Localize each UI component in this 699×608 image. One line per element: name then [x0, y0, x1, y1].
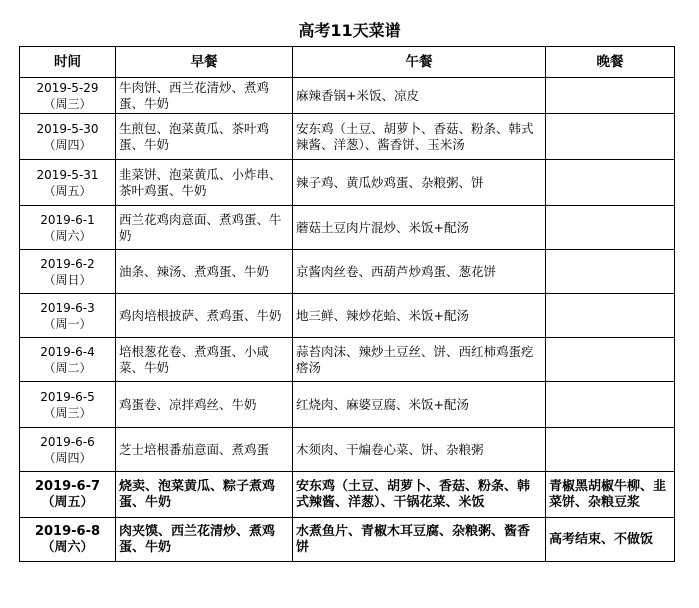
header-dinner: 晚餐	[546, 47, 675, 78]
table-row	[20, 78, 675, 114]
table-row	[20, 250, 675, 294]
lunch-text: 蒜苔肉沫、辣炒土豆丝、饼、西红柿鸡蛋疙瘩汤	[296, 343, 534, 375]
breakfast-text: 油条、辣汤、煮鸡蛋、牛奶	[119, 263, 270, 279]
table-row	[20, 294, 675, 338]
date-text: 2019-5-29	[36, 80, 99, 95]
breakfast-text: 韭菜饼、泡菜黄瓜、小炸串、茶叶鸡蛋、牛奶	[119, 166, 282, 198]
lunch-text: 红烧肉、麻婆豆腐、米饭+配汤	[296, 396, 469, 412]
breakfast-cell	[116, 518, 293, 562]
breakfast-cell	[116, 294, 293, 338]
breakfast-cell	[116, 428, 293, 472]
breakfast-text: 芝士培根番茄意面、煮鸡蛋	[119, 441, 270, 457]
breakfast-text: 肉夹馍、西兰花清炒、煮鸡蛋、牛奶	[119, 523, 276, 555]
date-text: 2019-5-31	[36, 167, 99, 182]
weekday-text: （周六）	[43, 228, 92, 243]
weekday-text: （周四）	[43, 450, 92, 465]
date-cell	[20, 78, 116, 114]
table-row	[20, 338, 675, 382]
breakfast-text: 西兰花鸡肉意面、煮鸡蛋、牛奶	[119, 211, 282, 243]
lunch-text: 京酱肉丝卷、西葫芦炒鸡蛋、葱花饼	[296, 263, 497, 279]
breakfast-text: 烧卖、泡菜黄瓜、粽子煮鸡蛋、牛奶	[119, 478, 276, 510]
dinner-text: 青椒黑胡椒牛柳、韭菜饼、杂粮豆浆	[549, 478, 667, 510]
weekday-text: （周五）	[41, 494, 94, 510]
dinner-cell	[546, 472, 675, 518]
date-cell	[20, 206, 116, 250]
lunch-cell	[293, 428, 546, 472]
date-text: 2019-6-5	[40, 389, 95, 404]
dinner-cell	[546, 78, 675, 114]
date-text: 2019-6-1	[40, 212, 95, 227]
date-text: 2019-5-30	[36, 121, 99, 136]
lunch-text: 安东鸡（土豆、胡萝卜、香菇、粉条、韩式辣酱、洋葱）、干锅花菜、米饭	[296, 478, 531, 510]
lunch-cell	[293, 78, 546, 114]
table-row	[20, 160, 675, 206]
header-breakfast: 早餐	[116, 47, 293, 78]
lunch-cell	[293, 160, 546, 206]
breakfast-text: 鸡肉培根披萨、煮鸡蛋、牛奶	[119, 307, 282, 323]
lunch-text: 麻辣香锅+米饭、凉皮	[296, 87, 419, 103]
date-cell	[20, 472, 116, 518]
date-cell	[20, 160, 116, 206]
breakfast-cell	[116, 472, 293, 518]
weekday-text: （周一）	[43, 316, 92, 331]
lunch-text: 地三鲜、辣炒花蛤、米饭+配汤	[296, 307, 469, 323]
table-row	[20, 206, 675, 250]
table-row	[20, 428, 675, 472]
lunch-cell	[293, 114, 546, 160]
dinner-cell	[546, 206, 675, 250]
dinner-cell	[546, 382, 675, 428]
lunch-cell	[293, 294, 546, 338]
lunch-text: 辣子鸡、黄瓜炒鸡蛋、杂粮粥、饼	[296, 174, 484, 190]
weekday-text: （周二）	[43, 360, 92, 375]
lunch-text: 木须肉、干煸卷心菜、饼、杂粮粥	[296, 441, 484, 457]
breakfast-cell	[116, 382, 293, 428]
breakfast-cell	[116, 338, 293, 382]
date-text: 2019-6-8	[34, 523, 101, 539]
page-title: 高考11天菜谱	[298, 21, 401, 40]
table-row	[20, 382, 675, 428]
breakfast-cell	[116, 250, 293, 294]
header-time: 时间	[20, 47, 116, 78]
date-text: 2019-6-2	[40, 256, 95, 271]
date-cell	[20, 428, 116, 472]
lunch-cell	[293, 338, 546, 382]
weekday-text: （周四）	[43, 137, 92, 152]
dinner-cell	[546, 428, 675, 472]
weekday-text: （周日）	[43, 272, 92, 287]
lunch-cell	[293, 472, 546, 518]
lunch-text: 水煮鱼片、青椒木耳豆腐、杂粮粥、酱香饼	[296, 523, 531, 555]
date-text: 2019-6-4	[40, 344, 95, 359]
lunch-text: 蘑菇土豆肉片混炒、米饭+配汤	[296, 219, 469, 235]
breakfast-cell	[116, 114, 293, 160]
table-row	[20, 518, 675, 562]
date-cell	[20, 250, 116, 294]
breakfast-text: 培根葱花卷、煮鸡蛋、小咸菜、牛奶	[119, 343, 270, 375]
breakfast-cell	[116, 206, 293, 250]
dinner-cell	[546, 518, 675, 562]
dinner-cell	[546, 250, 675, 294]
weekday-text: （周三）	[43, 96, 92, 111]
weekday-text: （周六）	[41, 539, 94, 555]
dinner-cell	[546, 160, 675, 206]
lunch-cell	[293, 382, 546, 428]
date-cell	[20, 518, 116, 562]
dinner-text: 高考结束、不做饭	[549, 531, 654, 547]
dinner-cell	[546, 114, 675, 160]
lunch-text: 安东鸡（土豆、胡萝卜、香菇、粉条、韩式辣酱、洋葱）、酱香饼、玉米汤	[296, 120, 534, 152]
breakfast-text: 生煎包、泡菜黄瓜、茶叶鸡蛋、牛奶	[119, 120, 270, 152]
table-body	[20, 78, 675, 562]
date-text: 2019-6-6	[40, 434, 95, 449]
weekday-text: （周三）	[43, 405, 92, 420]
date-cell	[20, 294, 116, 338]
weekday-text: （周五）	[43, 183, 92, 198]
date-text: 2019-6-3	[40, 300, 95, 315]
breakfast-cell	[116, 78, 293, 114]
date-cell	[20, 114, 116, 160]
table-row	[20, 472, 675, 518]
breakfast-cell	[116, 160, 293, 206]
dinner-cell	[546, 338, 675, 382]
lunch-cell	[293, 250, 546, 294]
breakfast-text: 牛肉饼、西兰花清炒、煮鸡蛋、牛奶	[119, 79, 270, 111]
table-header-row	[20, 47, 675, 78]
menu-table	[19, 46, 675, 562]
breakfast-text: 鸡蛋卷、凉拌鸡丝、牛奶	[119, 396, 257, 412]
lunch-cell	[293, 518, 546, 562]
date-text: 2019-6-7	[34, 478, 101, 494]
header-lunch: 午餐	[293, 47, 546, 78]
date-cell	[20, 382, 116, 428]
lunch-cell	[293, 206, 546, 250]
table-row	[20, 114, 675, 160]
dinner-cell	[546, 294, 675, 338]
date-cell	[20, 338, 116, 382]
